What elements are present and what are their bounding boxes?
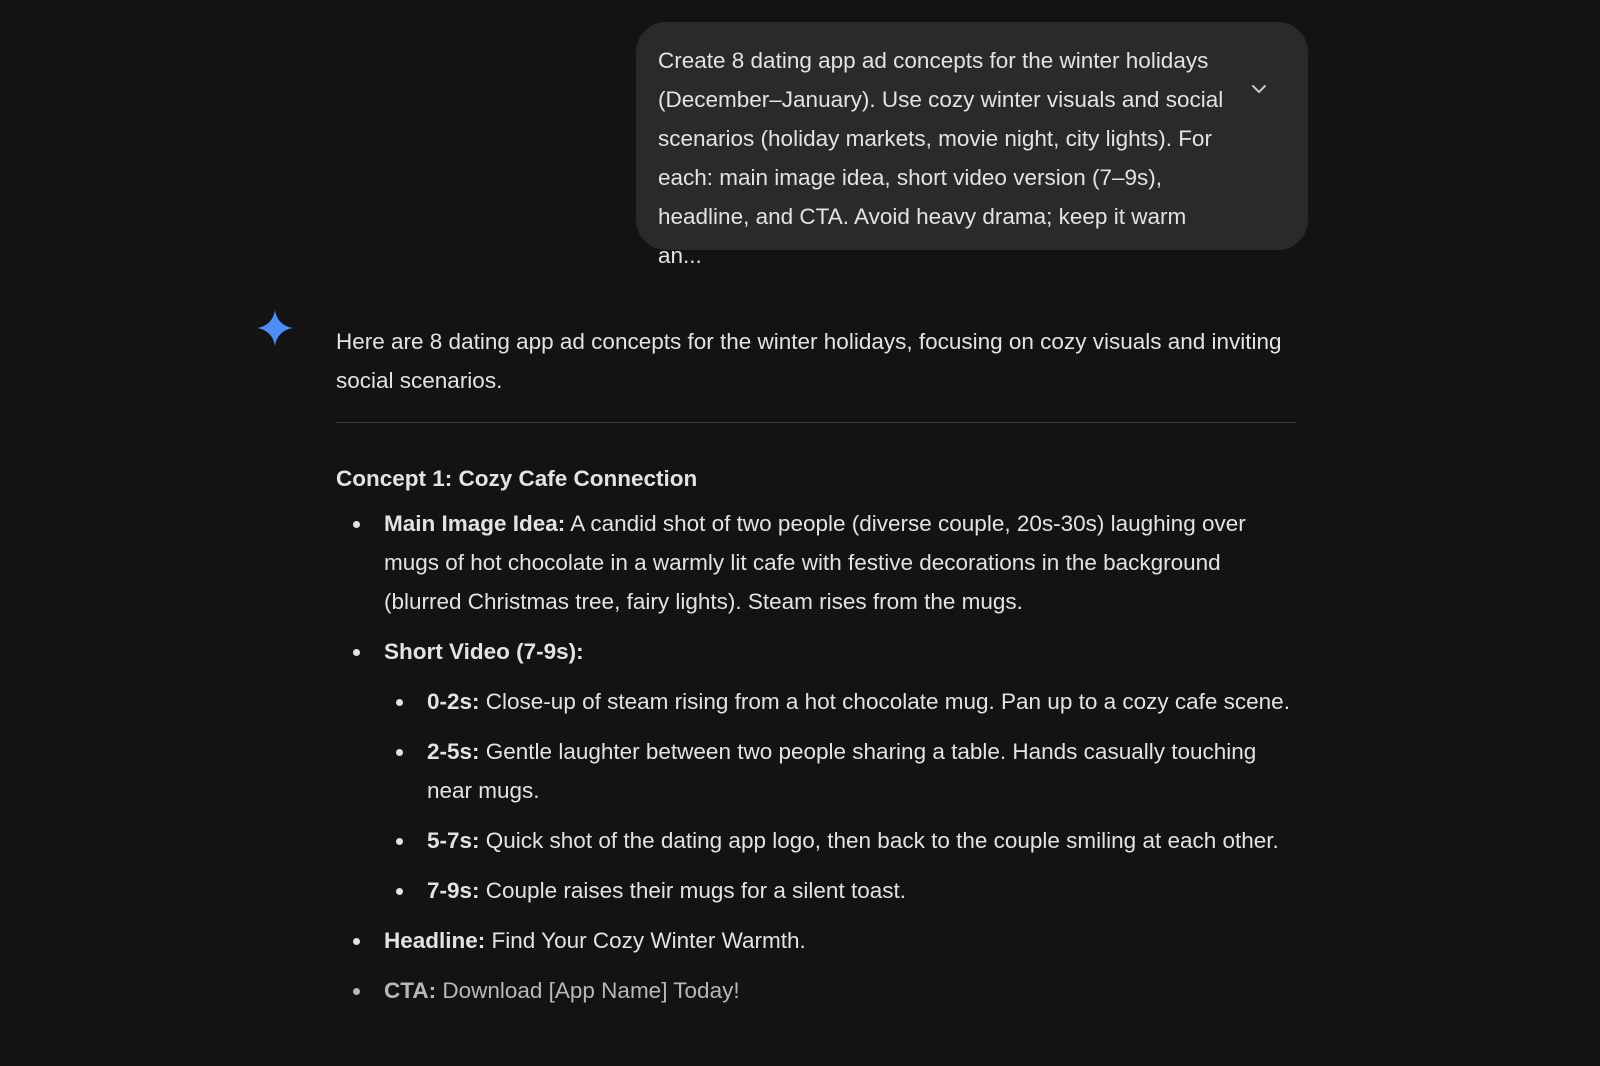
step-label: 7-9s:: [427, 878, 480, 903]
divider: [336, 422, 1296, 423]
assistant-response: [336, 322, 1296, 1021]
video-steps-list: [384, 682, 1296, 910]
bullet: [353, 938, 360, 945]
bullet: [353, 649, 360, 656]
list-item-video-step: [384, 821, 1296, 860]
step-text: Gentle laughter between two people sharing a table. Hands casually touching near mugs.: [427, 739, 1257, 803]
chevron-down-icon[interactable]: [1246, 76, 1272, 102]
main-image-label: Main Image Idea:: [384, 511, 566, 536]
list-item-video-step: [384, 732, 1296, 810]
user-prompt-text: Create 8 dating app ad concepts for the winter holidays (December–January). Use cozy winter visuals and social scenarios (holiday markets, movie night, city lights). For each: main image idea, short video version (7–9s), headline, and CTA. Avoid heavy drama; keep it warm an...: [658, 48, 1224, 268]
concept-title: Concept 1: Cozy Cafe Connection: [336, 466, 698, 491]
bullet: [396, 838, 403, 845]
bullet: [353, 988, 360, 995]
headline-text: Find Your Cozy Winter Warmth.: [485, 928, 806, 953]
headline-label: Headline:: [384, 928, 486, 953]
list-item-video-step: [384, 682, 1296, 721]
short-video-label: Short Video (7-9s):: [384, 639, 584, 664]
step-label: 2-5s:: [427, 739, 480, 764]
concept-details-list: [336, 504, 1296, 1010]
bullet: [353, 521, 360, 528]
step-label: 0-2s:: [427, 689, 480, 714]
step-text: Close-up of steam rising from a hot chocolate mug. Pan up to a cozy cafe scene.: [479, 689, 1290, 714]
cta-label: CTA:: [384, 978, 437, 1003]
step-text: Quick shot of the dating app logo, then back to the couple smiling at each other.: [479, 828, 1279, 853]
list-item-headline: [336, 921, 1296, 960]
list-item-main-image: [336, 504, 1296, 621]
gemini-sparkle-icon: [257, 310, 293, 346]
bullet: [396, 699, 403, 706]
user-prompt-bubble: [636, 22, 1308, 268]
step-label: 5-7s:: [427, 828, 480, 853]
bullet: [396, 749, 403, 756]
step-text: Couple raises their mugs for a silent toast.: [479, 878, 906, 903]
response-intro: Here are 8 dating app ad concepts for the winter holidays, focusing on cozy visuals and inviting social scenarios.: [336, 329, 1282, 393]
list-item-cta: [336, 971, 1296, 1010]
list-item-short-video: [336, 632, 1296, 910]
bullet: [396, 888, 403, 895]
main-image-text: A candid shot of two people (diverse couple, 20s-30s) laughing over mugs of hot chocolate in a warmly lit cafe with festive decorations in the background (blurred Christmas tree, fairy lights). Steam rises from the mugs.: [384, 511, 1246, 614]
cta-text: Download [App Name] Today!: [436, 978, 740, 1003]
list-item-video-step: [384, 871, 1296, 910]
